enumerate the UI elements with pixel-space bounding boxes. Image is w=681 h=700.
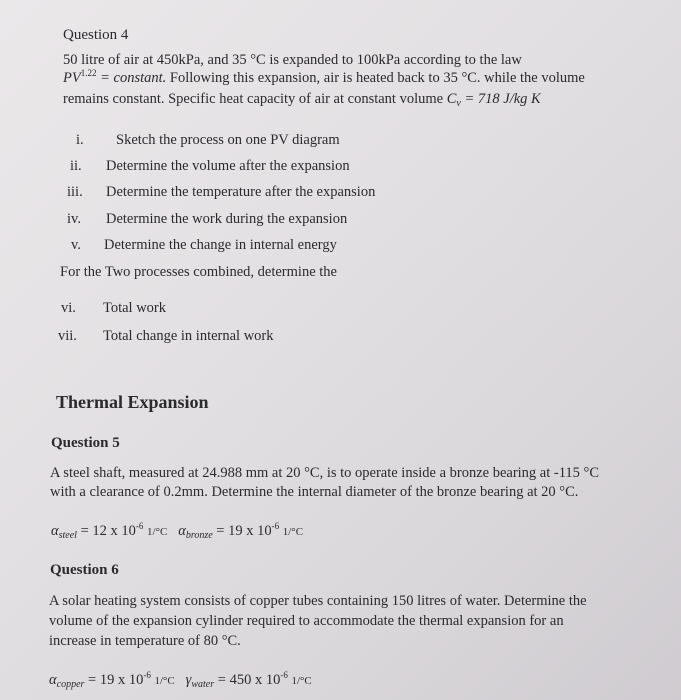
alpha-steel-unit: 1/°C: [147, 526, 168, 538]
alpha-bronze-value: = 19 x 10: [216, 523, 272, 539]
gamma-water-unit: 1/°C: [291, 675, 312, 687]
list-item: [76, 131, 340, 149]
q4-line1: 50 litre of air at 450kPa, and 35 °C is expanded to 100kPa according to the law: [63, 52, 522, 68]
alpha-copper-symbol: α: [49, 672, 57, 688]
q4-law-exponent: 1.22: [80, 68, 97, 78]
q4-law-rest: = constant.: [100, 70, 167, 86]
list-item: [67, 183, 375, 201]
q4-cv-symbol: C: [446, 91, 457, 107]
alpha-copper-sub: copper: [56, 679, 85, 690]
alpha-copper-value: = 19 x 10: [88, 672, 144, 688]
list-item: [58, 327, 274, 345]
alpha-copper-exp: -6: [143, 670, 151, 680]
item-number: i.: [76, 132, 84, 148]
q5-line2: with a clearance of 0.2mm. Determine the internal diameter of the bronze bearing at 20 °C.: [50, 484, 579, 500]
list-item: [70, 157, 350, 175]
q6-coefficients: [49, 671, 312, 690]
section-title: Thermal Expansion: [56, 392, 209, 412]
q4-line3: [63, 90, 541, 108]
q4-cv-sub: v: [456, 98, 461, 109]
item-text: Sketch the process on one PV diagram: [116, 132, 340, 148]
item-number: ii.: [70, 158, 82, 174]
gamma-water-exp: -6: [280, 670, 288, 680]
q4-law-pv: PV: [63, 70, 81, 86]
item-text: Determine the work during the expansion: [106, 211, 348, 227]
list-item: [67, 210, 347, 228]
item-text: Determine the temperature after the expansion: [106, 184, 376, 200]
q6-line1: A solar heating system consists of copper tubes containing 150 litres of water. Determine the: [49, 593, 587, 609]
alpha-steel-exp: -6: [135, 521, 144, 531]
q4-line2: [63, 69, 585, 87]
q4-combined: For the Two processes combined, determine the: [60, 264, 337, 280]
list-item: [61, 299, 166, 317]
item-number: iv.: [67, 211, 81, 227]
q4-line3-text: remains constant. Specific heat capacity of air at constant volume: [63, 91, 444, 107]
item-text: Determine the volume after the expansion: [106, 158, 350, 174]
alpha-bronze-exp: -6: [271, 521, 280, 531]
q4-line2-text: Following this expansion, air is heated back to 35 °C. while the volume: [169, 70, 585, 86]
q6-title: Question 6: [50, 562, 119, 578]
item-number: iii.: [67, 184, 83, 200]
alpha-steel-value: = 12 x 10: [80, 523, 136, 539]
item-number: vi.: [61, 300, 76, 316]
item-text: Total change in internal work: [103, 328, 274, 344]
alpha-copper-unit: 1/°C: [154, 675, 175, 687]
item-number: vii.: [58, 328, 77, 344]
item-number: v.: [71, 237, 81, 253]
alpha-steel-symbol: α: [51, 523, 59, 539]
q4-cv-value: = 718 J/kg K: [464, 91, 541, 107]
gamma-water-symbol: γ: [185, 672, 192, 688]
q5-title: Question 5: [51, 435, 120, 451]
gamma-water-value: = 450 x 10: [217, 672, 281, 688]
alpha-bronze-unit: 1/°C: [282, 526, 304, 538]
q6-line3: increase in temperature of 80 °C.: [49, 633, 241, 649]
item-text: Total work: [103, 300, 167, 316]
q4-title: Question 4: [63, 27, 129, 43]
gamma-water-sub: water: [191, 679, 215, 690]
item-text: Determine the change in internal energy: [104, 237, 337, 253]
q5-line1: A steel shaft, measured at 24.988 mm at 20 °C, is to operate inside a bronze bearing at -115 °C: [50, 465, 600, 481]
alpha-steel-sub: steel: [58, 530, 77, 541]
alpha-bronze-symbol: α: [178, 523, 186, 539]
q5-coefficients: [51, 522, 303, 541]
list-item: [71, 236, 337, 254]
q6-line2: volume of the expansion cylinder required to accommodate the thermal expansion for an: [49, 613, 564, 629]
alpha-bronze-sub: bronze: [185, 530, 213, 541]
